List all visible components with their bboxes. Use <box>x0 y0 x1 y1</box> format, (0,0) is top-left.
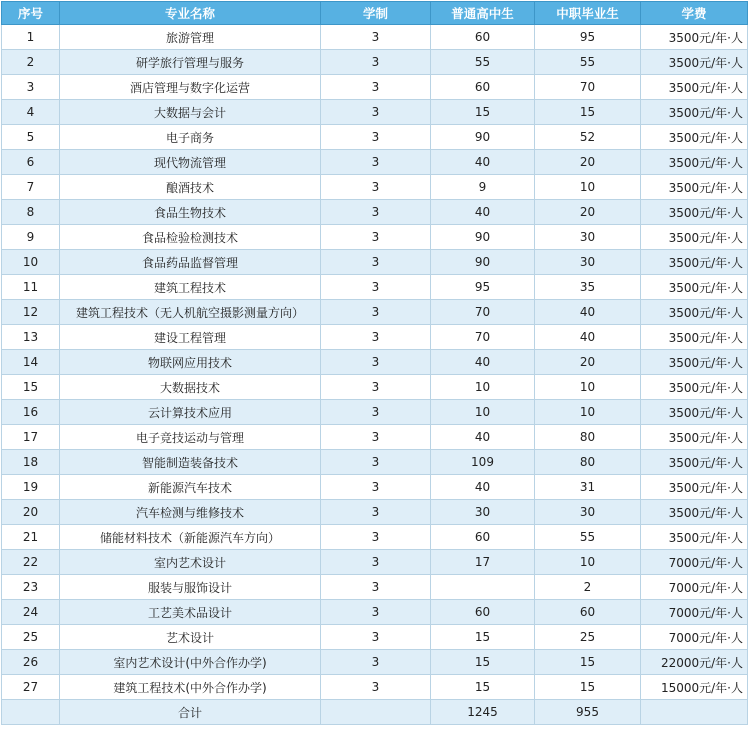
cell-general-students <box>431 575 535 600</box>
cell-index: 27 <box>2 675 60 700</box>
cell-years: 3 <box>321 400 431 425</box>
cell-vocational-graduates: 30 <box>535 500 641 525</box>
table-row <box>2 325 748 350</box>
cell-major: 建设工程管理 <box>60 325 321 350</box>
cell-index: 1 <box>2 25 60 50</box>
cell-general-students: 10 <box>431 375 535 400</box>
cell-vocational-graduates: 15 <box>535 100 641 125</box>
cell-tuition-fee: 3500元/年·人 <box>641 400 748 425</box>
cell-general-students: 17 <box>431 550 535 575</box>
cell-tuition-fee: 3500元/年·人 <box>641 375 748 400</box>
cell-vocational-graduates: 10 <box>535 175 641 200</box>
cell-major: 艺术设计 <box>60 625 321 650</box>
cell-tuition-fee: 3500元/年·人 <box>641 100 748 125</box>
cell-tuition-fee: 3500元/年·人 <box>641 175 748 200</box>
table-row <box>2 650 748 675</box>
table-row <box>2 275 748 300</box>
cell-major: 旅游管理 <box>60 25 321 50</box>
cell-tuition-fee: 3500元/年·人 <box>641 200 748 225</box>
cell-general-students: 15 <box>431 675 535 700</box>
cell-years: 3 <box>321 475 431 500</box>
total-vocational: 955 <box>535 700 641 725</box>
cell-vocational-graduates: 30 <box>535 250 641 275</box>
cell-tuition-fee: 3500元/年·人 <box>641 125 748 150</box>
cell-general-students: 15 <box>431 650 535 675</box>
table-row <box>2 175 748 200</box>
table-row <box>2 575 748 600</box>
cell-major: 建筑工程技术（无人机航空摄影测量方向） <box>60 300 321 325</box>
cell-years: 3 <box>321 525 431 550</box>
cell-index: 25 <box>2 625 60 650</box>
header-years: 学制 <box>321 2 431 25</box>
table-row <box>2 675 748 700</box>
cell-years: 3 <box>321 675 431 700</box>
cell-index: 26 <box>2 650 60 675</box>
cell-vocational-graduates: 25 <box>535 625 641 650</box>
cell-years: 3 <box>321 200 431 225</box>
table-row <box>2 150 748 175</box>
cell-index: 9 <box>2 225 60 250</box>
cell-years: 3 <box>321 450 431 475</box>
cell-general-students: 70 <box>431 325 535 350</box>
cell-vocational-graduates: 80 <box>535 425 641 450</box>
header-index: 序号 <box>2 2 60 25</box>
cell-index: 5 <box>2 125 60 150</box>
cell-index: 10 <box>2 250 60 275</box>
cell-index: 14 <box>2 350 60 375</box>
cell-index: 13 <box>2 325 60 350</box>
cell-tuition-fee: 3500元/年·人 <box>641 350 748 375</box>
cell-general-students: 60 <box>431 525 535 550</box>
cell-tuition-fee: 7000元/年·人 <box>641 575 748 600</box>
total-fee-cell <box>641 700 748 725</box>
table-row <box>2 500 748 525</box>
cell-vocational-graduates: 10 <box>535 375 641 400</box>
cell-years: 3 <box>321 325 431 350</box>
cell-tuition-fee: 3500元/年·人 <box>641 425 748 450</box>
total-general: 1245 <box>431 700 535 725</box>
cell-general-students: 90 <box>431 225 535 250</box>
cell-years: 3 <box>321 75 431 100</box>
cell-index: 18 <box>2 450 60 475</box>
table-header <box>2 2 748 25</box>
cell-vocational-graduates: 70 <box>535 75 641 100</box>
header-general-students: 普通高中生 <box>431 2 535 25</box>
cell-general-students: 40 <box>431 150 535 175</box>
cell-years: 3 <box>321 175 431 200</box>
table-row <box>2 100 748 125</box>
cell-general-students: 40 <box>431 350 535 375</box>
cell-index: 15 <box>2 375 60 400</box>
table-row <box>2 450 748 475</box>
cell-major: 食品药品监督管理 <box>60 250 321 275</box>
cell-vocational-graduates: 10 <box>535 550 641 575</box>
enrollment-plan-table-wrapper <box>1 1 747 725</box>
cell-index: 4 <box>2 100 60 125</box>
table-row <box>2 425 748 450</box>
cell-vocational-graduates: 10 <box>535 400 641 425</box>
cell-general-students: 90 <box>431 250 535 275</box>
header-vocational-graduates: 中职毕业生 <box>535 2 641 25</box>
cell-tuition-fee: 15000元/年·人 <box>641 675 748 700</box>
cell-index: 12 <box>2 300 60 325</box>
table-row <box>2 75 748 100</box>
cell-years: 3 <box>321 275 431 300</box>
table-row <box>2 25 748 50</box>
cell-index: 21 <box>2 525 60 550</box>
cell-vocational-graduates: 52 <box>535 125 641 150</box>
cell-vocational-graduates: 60 <box>535 600 641 625</box>
cell-major: 研学旅行管理与服务 <box>60 50 321 75</box>
cell-tuition-fee: 3500元/年·人 <box>641 475 748 500</box>
cell-vocational-graduates: 80 <box>535 450 641 475</box>
cell-general-students: 15 <box>431 625 535 650</box>
cell-vocational-graduates: 15 <box>535 650 641 675</box>
cell-major: 食品生物技术 <box>60 200 321 225</box>
cell-major: 工艺美术品设计 <box>60 600 321 625</box>
table-row <box>2 625 748 650</box>
cell-tuition-fee: 3500元/年·人 <box>641 275 748 300</box>
cell-tuition-fee: 3500元/年·人 <box>641 250 748 275</box>
cell-major: 室内艺术设计 <box>60 550 321 575</box>
table-row <box>2 475 748 500</box>
cell-general-students: 10 <box>431 400 535 425</box>
cell-years: 3 <box>321 100 431 125</box>
cell-tuition-fee: 7000元/年·人 <box>641 600 748 625</box>
cell-major: 云计算技术应用 <box>60 400 321 425</box>
cell-years: 3 <box>321 150 431 175</box>
cell-tuition-fee: 3500元/年·人 <box>641 150 748 175</box>
header-tuition-fee: 学费 <box>641 2 748 25</box>
cell-index: 8 <box>2 200 60 225</box>
cell-tuition-fee: 3500元/年·人 <box>641 300 748 325</box>
cell-years: 3 <box>321 650 431 675</box>
cell-general-students: 30 <box>431 500 535 525</box>
cell-years: 3 <box>321 625 431 650</box>
cell-index: 22 <box>2 550 60 575</box>
cell-general-students: 95 <box>431 275 535 300</box>
table-row <box>2 125 748 150</box>
cell-years: 3 <box>321 425 431 450</box>
table-row <box>2 225 748 250</box>
cell-major: 大数据技术 <box>60 375 321 400</box>
cell-general-students: 15 <box>431 100 535 125</box>
table-row <box>2 300 748 325</box>
cell-general-students: 70 <box>431 300 535 325</box>
cell-years: 3 <box>321 300 431 325</box>
cell-major: 食品检验检测技术 <box>60 225 321 250</box>
cell-vocational-graduates: 35 <box>535 275 641 300</box>
cell-tuition-fee: 3500元/年·人 <box>641 25 748 50</box>
cell-vocational-graduates: 30 <box>535 225 641 250</box>
cell-general-students: 90 <box>431 125 535 150</box>
table-row <box>2 600 748 625</box>
cell-major: 建筑工程技术(中外合作办学) <box>60 675 321 700</box>
cell-major: 室内艺术设计(中外合作办学) <box>60 650 321 675</box>
table-body <box>2 25 748 700</box>
cell-general-students: 109 <box>431 450 535 475</box>
cell-vocational-graduates: 15 <box>535 675 641 700</box>
cell-major: 电子竞技运动与管理 <box>60 425 321 450</box>
cell-index: 23 <box>2 575 60 600</box>
cell-major: 建筑工程技术 <box>60 275 321 300</box>
cell-major: 汽车检测与维修技术 <box>60 500 321 525</box>
total-label: 合计 <box>60 700 321 725</box>
cell-major: 新能源汽车技术 <box>60 475 321 500</box>
cell-index: 6 <box>2 150 60 175</box>
cell-tuition-fee: 3500元/年·人 <box>641 225 748 250</box>
cell-vocational-graduates: 55 <box>535 525 641 550</box>
cell-vocational-graduates: 2 <box>535 575 641 600</box>
cell-index: 16 <box>2 400 60 425</box>
cell-major: 智能制造装备技术 <box>60 450 321 475</box>
table-row <box>2 525 748 550</box>
cell-general-students: 60 <box>431 75 535 100</box>
cell-years: 3 <box>321 600 431 625</box>
cell-vocational-graduates: 20 <box>535 350 641 375</box>
cell-general-students: 40 <box>431 475 535 500</box>
cell-years: 3 <box>321 575 431 600</box>
cell-tuition-fee: 3500元/年·人 <box>641 450 748 475</box>
cell-index: 20 <box>2 500 60 525</box>
cell-major: 服装与服饰设计 <box>60 575 321 600</box>
table-row <box>2 550 748 575</box>
total-row <box>2 700 748 725</box>
cell-vocational-graduates: 20 <box>535 200 641 225</box>
table-row <box>2 250 748 275</box>
cell-tuition-fee: 22000元/年·人 <box>641 650 748 675</box>
cell-vocational-graduates: 40 <box>535 300 641 325</box>
cell-general-students: 40 <box>431 200 535 225</box>
cell-vocational-graduates: 40 <box>535 325 641 350</box>
cell-vocational-graduates: 31 <box>535 475 641 500</box>
cell-general-students: 60 <box>431 600 535 625</box>
table-footer <box>2 700 748 725</box>
cell-general-students: 9 <box>431 175 535 200</box>
cell-index: 19 <box>2 475 60 500</box>
cell-years: 3 <box>321 50 431 75</box>
cell-major: 现代物流管理 <box>60 150 321 175</box>
cell-tuition-fee: 7000元/年·人 <box>641 625 748 650</box>
cell-index: 3 <box>2 75 60 100</box>
table-row <box>2 50 748 75</box>
cell-major: 储能材料技术（新能源汽车方向） <box>60 525 321 550</box>
cell-vocational-graduates: 95 <box>535 25 641 50</box>
table-row <box>2 375 748 400</box>
cell-general-students: 60 <box>431 25 535 50</box>
cell-tuition-fee: 3500元/年·人 <box>641 500 748 525</box>
cell-general-students: 40 <box>431 425 535 450</box>
cell-general-students: 55 <box>431 50 535 75</box>
cell-years: 3 <box>321 375 431 400</box>
cell-major: 物联网应用技术 <box>60 350 321 375</box>
cell-index: 17 <box>2 425 60 450</box>
cell-years: 3 <box>321 550 431 575</box>
cell-years: 3 <box>321 125 431 150</box>
cell-vocational-graduates: 55 <box>535 50 641 75</box>
cell-years: 3 <box>321 250 431 275</box>
table-row <box>2 200 748 225</box>
cell-tuition-fee: 3500元/年·人 <box>641 75 748 100</box>
cell-major: 大数据与会计 <box>60 100 321 125</box>
cell-years: 3 <box>321 25 431 50</box>
cell-vocational-graduates: 20 <box>535 150 641 175</box>
cell-tuition-fee: 3500元/年·人 <box>641 325 748 350</box>
cell-index: 7 <box>2 175 60 200</box>
enrollment-plan-table <box>1 1 748 725</box>
cell-index: 11 <box>2 275 60 300</box>
cell-index: 24 <box>2 600 60 625</box>
header-row <box>2 2 748 25</box>
cell-years: 3 <box>321 500 431 525</box>
cell-years: 3 <box>321 225 431 250</box>
cell-major: 酿酒技术 <box>60 175 321 200</box>
header-major: 专业名称 <box>60 2 321 25</box>
table-row <box>2 350 748 375</box>
total-years-cell <box>321 700 431 725</box>
cell-major: 酒店管理与数字化运营 <box>60 75 321 100</box>
cell-tuition-fee: 7000元/年·人 <box>641 550 748 575</box>
cell-tuition-fee: 3500元/年·人 <box>641 50 748 75</box>
total-index-cell <box>2 700 60 725</box>
cell-tuition-fee: 3500元/年·人 <box>641 525 748 550</box>
table-row <box>2 400 748 425</box>
cell-index: 2 <box>2 50 60 75</box>
cell-years: 3 <box>321 350 431 375</box>
cell-major: 电子商务 <box>60 125 321 150</box>
